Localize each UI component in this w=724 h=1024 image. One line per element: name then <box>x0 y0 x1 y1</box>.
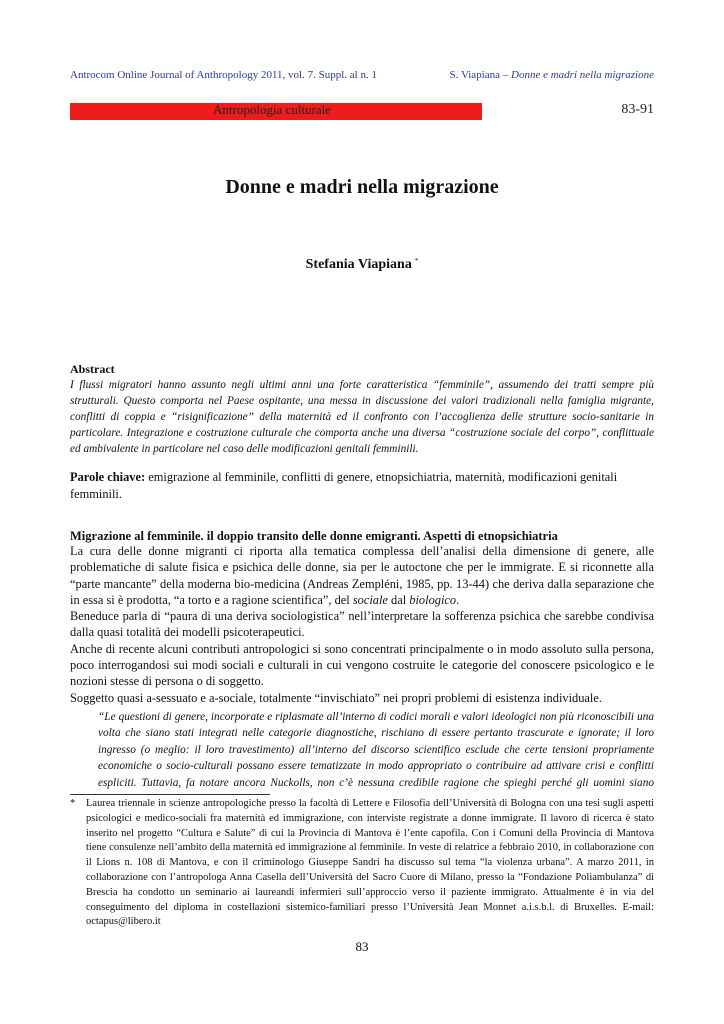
keywords <box>70 469 654 502</box>
section-heading: Migrazione al femminile. il doppio transito delle donne emigranti. Aspetti di etnopsichiatria <box>70 529 558 543</box>
keywords-text: emigrazione al femminile, conflitti di genere, etnopsichiatria, maternità, modificazioni genitali femminili. <box>70 470 618 501</box>
author-name: Stefania Viapiana <box>305 257 412 272</box>
body-text <box>70 543 654 706</box>
author-footnote-mark: * <box>414 257 419 265</box>
article-title: Donne e madri nella migrazione <box>225 176 499 198</box>
running-article-title: Donne e madri nella migrazione <box>511 69 654 81</box>
paragraph: Soggetto quasi a-sessuato e a-sociale, totalmente “invischiato” nei propri problemi di esistenza individuale. <box>70 690 602 705</box>
running-author: S. Viapiana – <box>449 69 509 81</box>
paragraph: Anche di recente alcuni contributi antropologici si sono concentrati principalmente o in modo assoluto sulla persona, poco interrogandosi sui modi sociali e culturali in cui vengono costruite le categorie del conoscere psicologico e le nozioni stesse di persona o di soggetto. <box>70 641 654 689</box>
abstract-text: I flussi migratori hanno assunto negli ultimi anni una forte caratteristica “femminile”, assumendo dei tratti sempre più strutturali. Questo comporta nel Paese ospitante, una messa in discussione dei valori tradizionali nella famiglia migrante, conflitti di coppia e “risignificazione” della maternità ed il confronto con l’accoglienza delle strutture socio-sanitarie in particolare. Integrazione e costruzione culturale che comporta anche una diversa “costruzione sociale del corpo”, conflittuale ed ambivalente in particolare nel caso delle modificazioni genitali femminili. <box>70 379 654 455</box>
footnote-mark: * <box>70 798 76 809</box>
keywords-label: Parole chiave: <box>70 470 146 484</box>
journal-header: Antrocom Online Journal of Anthropology 2011, vol. 7. Suppl. al n. 1 <box>70 69 377 81</box>
paragraph: La cura delle donne migranti ci riporta alla tematica complessa dell’analisi della dimensione di genere, alle problematiche di salute fisica e psichica delle donne, sia per le autoctone che per le immigrate. E si riconnette alla “parte mancante” della moderna bio-medicina (Andreas Zempléni, 1985, pp. 13-44) che deriva dalla separazione che in essa si è prodotta, “a torto e a ragione scientifica”, del sociale dal biologico. <box>70 544 654 607</box>
running-title <box>450 69 654 81</box>
block-quote: “Le questioni di genere, incorporate e riplasmate all’interno di codici morali e valori ideologici non più riconoscibili una volta che siano stati integrati nelle categorie diagnostiche, rischiano di essere pertanto trascurate e ignorate; il loro ingresso (o meglio: il loro travestimento) all’interno del discorso scientifico esclude che certe tensioni propriamente economiche o socio-culturali possano essere tematizzate in modo appropriato o contribuire ad attivare crisi e conflitti espliciti. Tuttavia, fa notare ancora Nuckolls, non c’è nessuna credibile ragione che spieghi perché gli uomini siano <box>98 711 654 789</box>
footnote-text: Laurea triennale in scienze antropologiche presso la facoltà di Lettere e Filosofia dell’Università di Bologna con una tesi sugli aspetti psicologici e medico-sociali fra maternità ed immigrazione, con interviste registrate a donne immigrate. Il lavoro di ricerca è stato inserito nel progetto “Cultura e Salute” di cui la Provincia di Mantova è l’ente capofila. Con i Comuni della Provincia di Mantova tiene consulenze nell’ambito della maternità ed immigrazione al femminile. In veste di relatrice a febbraio 2010, in collaborazione con il Lions n. 108 di Mantova, e con il criminologo Giuseppe Sandri ha discusso sul tema “la violenza urbana”. A marzo 2011, in collaborazione con l’antropologa Anna Casella dell’Università del Sacro Cuore di Milano, presso la “Fondazione Poliambulanza” di Brescia ha condotto un seminario ai laureandi infermieri sull’approccio verso il paziente immigrato. Attualmente è in via del conseguimento del diploma in costellazioni sistemico-familiari presso l’Università Jean Monnet a.i.s.b.l. di Bruxelles. E-mail: octapus@libero.it <box>86 798 654 928</box>
page-range: 83-91 <box>621 102 654 117</box>
author <box>0 257 724 273</box>
abstract-heading: Abstract <box>70 362 115 376</box>
page-number: 83 <box>355 939 369 954</box>
footnote-rule <box>70 794 270 795</box>
section-label: Antropologia culturale <box>213 102 332 117</box>
footnote <box>70 797 654 930</box>
paragraph: Beneduce parla di “paura di una deriva sociologistica” nell’interpretare la sofferenza psichica che sarebbe condivisa dalla quasi totalità dei modelli psicoterapeutici. <box>70 609 654 640</box>
